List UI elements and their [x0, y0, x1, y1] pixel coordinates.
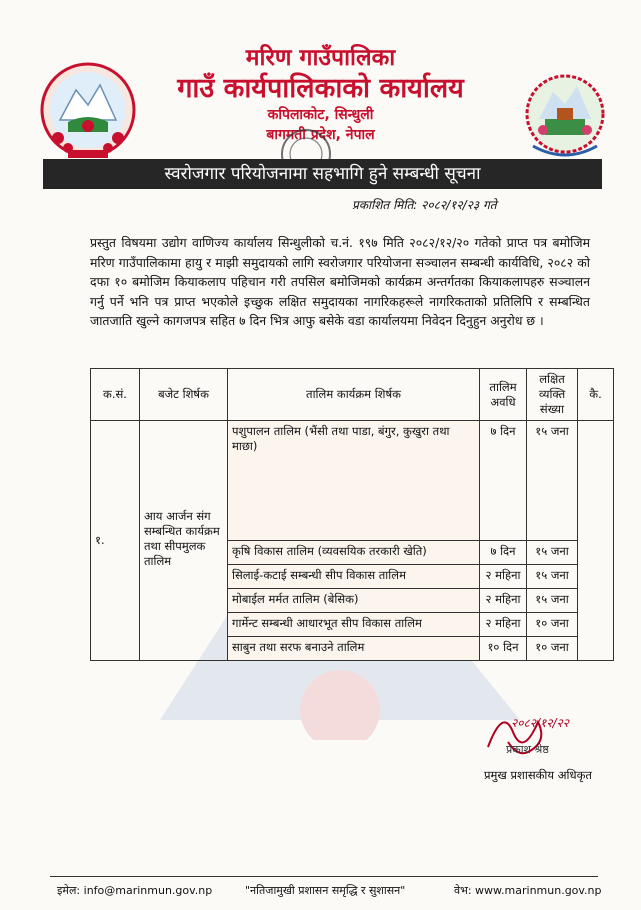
- duration-cell: २ महिना: [480, 565, 527, 589]
- footer-website: वेभ: www.marinmun.gov.np: [454, 884, 602, 897]
- target-cell: १५ जना: [527, 589, 578, 613]
- table-header-row: [91, 369, 614, 421]
- serial-cell: १.: [91, 421, 140, 661]
- notice-body: प्रस्तुत विषयमा उद्योग वाणिज्य कार्यालय सिन्धुलीको च.नं. १९७ मिति २०८२/१२/२० गतेको प्राप्त पत्र बमोजिम मरिण गाउँपालिकामा हायु र माझी समुदायको लागि स्वरोजगार परियोजना सञ्चालन सम्बन्धी कार्यविधि, २०८२ को दफा १० बमोजिम कियाकलाप पहिचान गरी तपसिल बमोजिमको कार्यक्रम अन्तर्गतका कियाकलापहरु सञ्चालन गर्नु पर्ने भनि पत्र प्राप्त भएकोले इच्छुक लक्षित समुदायका नागरिकहरूले नागरिकताको प्रतिलिपि र सम्बन्धित जातजाति खुल्ने कागजपत्र सहित ७ दिन भित्र आफु बसेके वडा कार्यालयमा निवेदन दिनुहुन अनुरोध छ ।: [90, 235, 590, 329]
- office-province: बागमती प्रदेश, नेपाल: [266, 127, 375, 143]
- col-budget: बजेट शिर्षक: [140, 369, 228, 421]
- remarks-cell: [578, 421, 614, 661]
- signatory-title: प्रमुख प्रशासकीय अधिकृत: [484, 768, 592, 782]
- col-remarks: कै.: [578, 369, 614, 421]
- signature-date: २०८२/१२/२२: [511, 716, 570, 730]
- published-date: प्रकाशित मिति: २०८२/१२/२३ गते: [352, 198, 497, 212]
- notice-title-banner: स्वरोजगार परियोजनामा सहभागि हुने सम्बन्धी सूचना: [43, 159, 602, 189]
- footer-motto: "नतिजामुखी प्रशासन समृद्धि र सुशासन": [245, 884, 406, 897]
- target-cell: १५ जना: [527, 565, 578, 589]
- col-program: तालिम कार्यक्रम शिर्षक: [228, 369, 480, 421]
- duration-cell: २ महिना: [480, 613, 527, 637]
- office-location: कपिलाकोट, सिन्धुली: [267, 107, 374, 123]
- program-cell: साबुन तथा सरफ बनाउने तालिम: [228, 637, 480, 661]
- target-cell: १५ जना: [527, 541, 578, 565]
- duration-cell: ७ दिन: [480, 541, 527, 565]
- col-serial: क.सं.: [91, 369, 140, 421]
- duration-cell: १० दिन: [480, 637, 527, 661]
- municipality-name: मरिण गाउँपालिका: [245, 45, 396, 71]
- duration-cell: ७ दिन: [480, 421, 527, 541]
- target-cell: १० जना: [527, 637, 578, 661]
- duration-cell: २ महिना: [480, 589, 527, 613]
- footer-email: इमेल: info@marinmun.gov.np: [57, 884, 213, 897]
- signatory-name: प्रकाश श्रेष्ठ: [506, 743, 549, 756]
- col-duration: तालिम अवधि: [480, 369, 527, 421]
- budget-cell: आय आर्जन संग सम्बन्धित कार्यक्रम तथा सीपमुलक तालिम: [140, 421, 228, 661]
- program-cell: गार्मेन्ट सम्बन्धी आधारभूत सीप विकास तालिम: [228, 613, 480, 637]
- table-row: [91, 421, 614, 541]
- program-cell: कृषि विकास तालिम (व्यवसयिक तरकारी खेति): [228, 541, 480, 565]
- target-cell: १५ जना: [527, 421, 578, 541]
- program-cell: मोबाईल मर्मत तालिम (बेसिक): [228, 589, 480, 613]
- target-cell: १० जना: [527, 613, 578, 637]
- program-cell: सिलाई-कटाई सम्बन्धी सीप विकास तालिम: [228, 565, 480, 589]
- footer-divider: [50, 876, 598, 877]
- office-title: गाउँ कार्यपालिकाको कार्यालय: [177, 73, 464, 104]
- signature-mark: [478, 702, 608, 772]
- training-program-table: [90, 368, 614, 661]
- program-cell: पशुपालन तालिम (भैंसी तथा पाडा, बंगुर, कुखुरा तथा माछा): [228, 421, 480, 541]
- col-target: लक्षित व्यक्ति संख्या: [527, 369, 578, 421]
